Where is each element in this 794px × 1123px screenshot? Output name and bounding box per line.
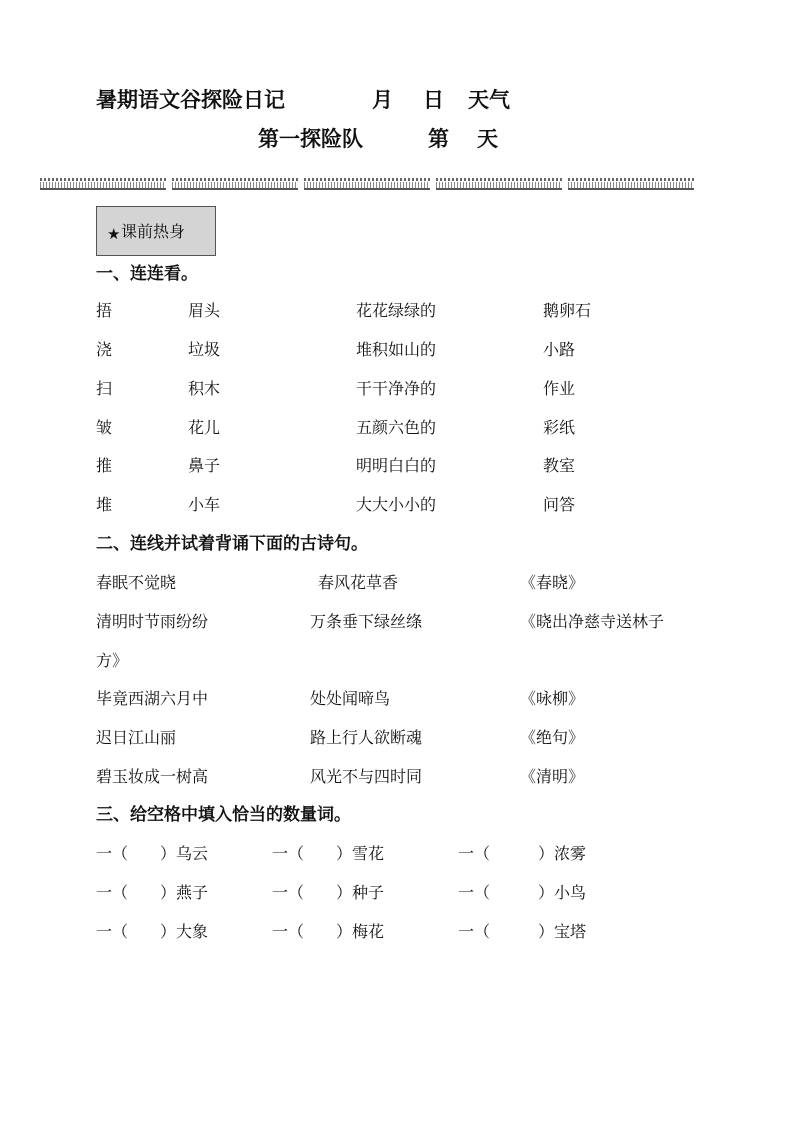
decorative-divider (40, 178, 694, 194)
s2-cell: 迟日江山丽 (96, 728, 177, 747)
s3-cell: 一（ ）梅花 (272, 922, 385, 941)
s1-cell: 皱 (96, 418, 113, 437)
s1-cell: 干干净净的 (356, 379, 437, 398)
s3-cell: 一（ ）浓雾 (458, 844, 587, 863)
s1-cell: 捂 (96, 301, 113, 320)
team-name: 第一探险队 (258, 127, 363, 151)
warmup-box (96, 206, 216, 256)
s2-cell: 春风花草香 (318, 573, 399, 592)
section3-heading: 三、给空格中填入恰当的数量词。 (96, 805, 351, 825)
s2-cell: 《绝句》 (520, 728, 585, 747)
divider-segment (436, 178, 562, 192)
s3-cell: 一（ ）雪花 (272, 844, 385, 863)
section2-heading: 二、连线并试着背诵下面的古诗句。 (96, 534, 368, 554)
s3-cell: 一（ ）种子 (272, 883, 385, 902)
s1-cell: 教室 (543, 456, 576, 475)
day-prefix: 第 (428, 127, 449, 151)
month-label: 月 (372, 88, 393, 112)
s2-cell: 《春晓》 (520, 573, 585, 592)
diary-title: 暑期语文谷探险日记 (96, 88, 285, 112)
s1-cell: 花花绿绿的 (356, 301, 437, 320)
divider-segment (304, 178, 430, 192)
s2-cell: 处处闻啼鸟 (310, 689, 391, 708)
s1-cell: 作业 (543, 379, 576, 398)
s2-cell: 《晓出净慈寺送林子 (520, 612, 665, 631)
s2-cell: 毕竟西湖六月中 (96, 689, 209, 708)
s1-cell: 明明白白的 (356, 456, 437, 475)
s1-cell: 积木 (188, 379, 221, 398)
weather-label: 天气 (468, 88, 510, 112)
s3-cell: 一（ ）燕子 (96, 883, 209, 902)
s2-cell: 碧玉妆成一树高 (96, 767, 209, 786)
s2-cell: 风光不与四时同 (310, 767, 423, 786)
star-icon: ★ (107, 225, 121, 243)
s2-cell: 方》 (96, 651, 129, 670)
s1-cell: 小路 (543, 340, 576, 359)
divider-segment (40, 178, 166, 192)
s1-cell: 彩纸 (543, 418, 576, 437)
s2-cell: 路上行人欲断魂 (310, 728, 423, 747)
warmup-label: 课前热身 (121, 222, 186, 241)
s1-cell: 鼻子 (188, 456, 221, 475)
s1-cell: 眉头 (188, 301, 221, 320)
s1-cell: 浇 (96, 340, 113, 359)
s1-cell: 小车 (188, 495, 221, 514)
s1-cell: 花儿 (188, 418, 221, 437)
divider-segment (172, 178, 298, 192)
day-label: 日 (423, 88, 444, 112)
s1-cell: 堆 (96, 495, 113, 514)
s3-cell: 一（ ）大象 (96, 922, 209, 941)
s1-cell: 堆积如山的 (356, 340, 437, 359)
s3-cell: 一（ ）小鸟 (458, 883, 587, 902)
s1-cell: 问答 (543, 495, 576, 514)
divider-segment (568, 178, 694, 192)
s2-cell: 《清明》 (520, 767, 585, 786)
s2-cell: 万条垂下绿丝绦 (310, 612, 423, 631)
day-suffix: 天 (477, 127, 498, 151)
s3-cell: 一（ ）宝塔 (458, 922, 587, 941)
s1-cell: 五颜六色的 (356, 418, 437, 437)
s2-cell: 春眠不觉晓 (96, 573, 177, 592)
s3-cell: 一（ ）乌云 (96, 844, 209, 863)
s2-cell: 清明时节雨纷纷 (96, 612, 209, 631)
s1-cell: 大大小小的 (356, 495, 437, 514)
s1-cell: 鹅卵石 (543, 301, 592, 320)
s1-cell: 垃圾 (188, 340, 221, 359)
s2-cell: 《咏柳》 (520, 689, 585, 708)
s1-cell: 扫 (96, 379, 113, 398)
section1-heading: 一、连连看。 (96, 264, 198, 284)
s1-cell: 推 (96, 456, 113, 475)
